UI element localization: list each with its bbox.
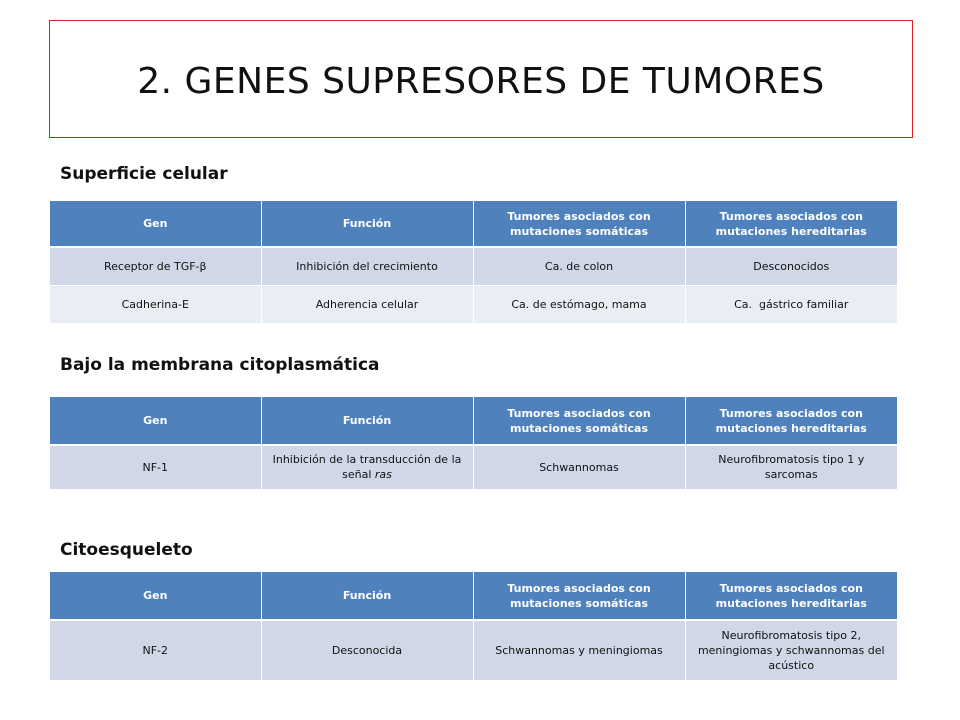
cell-funcion-text: Inhibición de la transducción de la señal bbox=[272, 453, 462, 482]
column-header-gen: Gen bbox=[50, 397, 261, 445]
column-header-funcion: Función bbox=[261, 397, 473, 445]
table-row bbox=[50, 285, 897, 323]
section-heading-superficie-celular: Superficie celular bbox=[60, 164, 228, 184]
column-header-somaticas: Tumores asociados con mutaciones somáticas bbox=[473, 397, 685, 445]
column-header-gen: Gen bbox=[50, 201, 261, 247]
cell-hereditarias: Neurofibromatosis tipo 1 y sarcomas bbox=[685, 445, 897, 489]
column-header-somaticas: Tumores asociados con mutaciones somáticas bbox=[473, 201, 685, 247]
cell-funcion: Inhibición del crecimiento bbox=[261, 247, 473, 285]
cell-funcion: Adherencia celular bbox=[261, 285, 473, 323]
cell-somaticas: Ca. de estómago, mama bbox=[473, 285, 685, 323]
cell-hereditarias: Ca. gástrico familiar bbox=[685, 285, 897, 323]
page-title: 2. GENES SUPRESORES DE TUMORES bbox=[137, 60, 825, 102]
column-header-gen: Gen bbox=[50, 572, 261, 620]
cell-hereditarias: Desconocidos bbox=[685, 247, 897, 285]
column-header-hereditarias: Tumores asociados con mutaciones hereditarias bbox=[685, 397, 897, 445]
table-header-row bbox=[50, 572, 897, 620]
table-bajo-membrana bbox=[50, 397, 897, 490]
table-superficie-celular bbox=[50, 201, 897, 324]
cell-gen: NF-2 bbox=[50, 620, 261, 680]
table-header-row bbox=[50, 201, 897, 247]
cell-gen: NF-1 bbox=[50, 445, 261, 489]
table-citoesqueleto bbox=[50, 572, 897, 681]
title-box bbox=[49, 20, 913, 138]
column-header-hereditarias: Tumores asociados con mutaciones hereditarias bbox=[685, 572, 897, 620]
column-header-somaticas: Tumores asociados con mutaciones somáticas bbox=[473, 572, 685, 620]
table-row bbox=[50, 247, 897, 285]
column-header-funcion: Función bbox=[261, 572, 473, 620]
cell-funcion-italic: ras bbox=[374, 468, 392, 482]
column-header-funcion: Función bbox=[261, 201, 473, 247]
cell-hereditarias: Neurofibromatosis tipo 2, meningiomas y schwannomas del acústico bbox=[685, 620, 897, 680]
table-header-row bbox=[50, 397, 897, 445]
cell-funcion bbox=[261, 445, 473, 489]
cell-gen: Cadherina-E bbox=[50, 285, 261, 323]
column-header-hereditarias: Tumores asociados con mutaciones hereditarias bbox=[685, 201, 897, 247]
section-heading-citoesqueleto: Citoesqueleto bbox=[60, 540, 193, 560]
cell-somaticas: Schwannomas bbox=[473, 445, 685, 489]
section-heading-bajo-membrana: Bajo la membrana citoplasmática bbox=[60, 355, 380, 375]
cell-somaticas: Ca. de colon bbox=[473, 247, 685, 285]
cell-somaticas: Schwannomas y meningiomas bbox=[473, 620, 685, 680]
cell-gen: Receptor de TGF-β bbox=[50, 247, 261, 285]
table-row bbox=[50, 620, 897, 680]
cell-funcion: Desconocida bbox=[261, 620, 473, 680]
table-row bbox=[50, 445, 897, 489]
